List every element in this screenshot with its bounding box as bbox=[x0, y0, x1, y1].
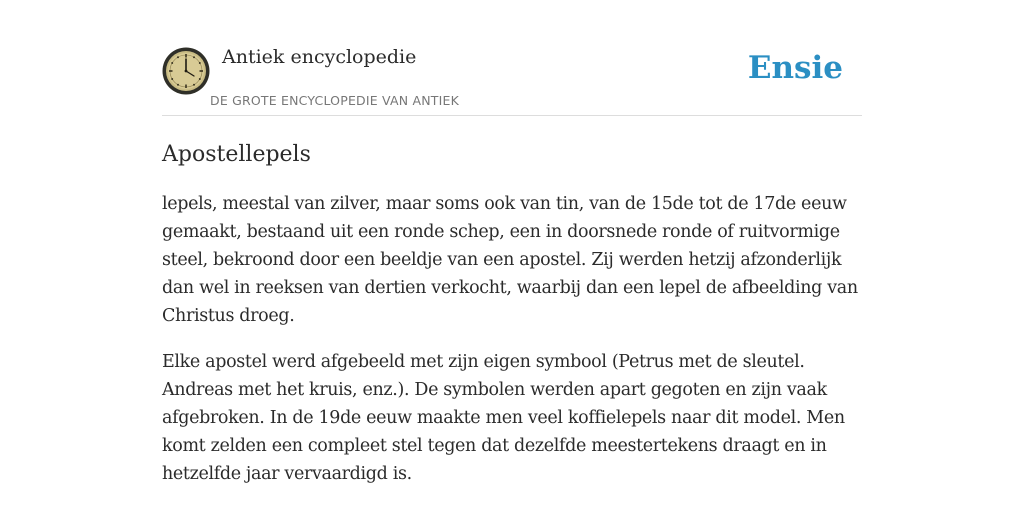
article-paragraph: lepels, meestal van zilver, maar soms ook van tin, van de 15de tot de 17de eeuw gemaakt, bestaand uit een ronde schep, een in doorsnede ronde of ruitvormige steel, bekroond door een beeldje van een apostel. Zij werden hetzij afzonderlijk dan wel in reeksen van dertien verkocht, waarbij dan een lepel de afbeelding van Christus droeg. bbox=[162, 194, 858, 326]
site-title-link[interactable]: Antiek encyclopedie bbox=[222, 46, 417, 68]
article-paragraph: Elke apostel werd afgebeeld met zijn eigen symbool (Petrus met de sleutel. Andreas met het kruis, enz.). De symbolen werden apart gegoten en zijn vaak afgebroken. In de 19de eeuw maakte men veel koffielepels naar dit model. Men komt zelden een compleet stel tegen dat dezelfde meestertekens draagt en in hetzelfde jaar vervaardigd is. bbox=[162, 352, 845, 484]
site-header bbox=[162, 0, 862, 116]
clock-icon[interactable] bbox=[162, 47, 210, 95]
brand-logo-link[interactable]: Ensie bbox=[747, 50, 843, 86]
site-subtitle: DE GROTE ENCYCLOPEDIE VAN ANTIEK bbox=[210, 93, 459, 108]
page-container bbox=[162, 0, 862, 488]
article-title: Apostellepels bbox=[162, 142, 311, 167]
